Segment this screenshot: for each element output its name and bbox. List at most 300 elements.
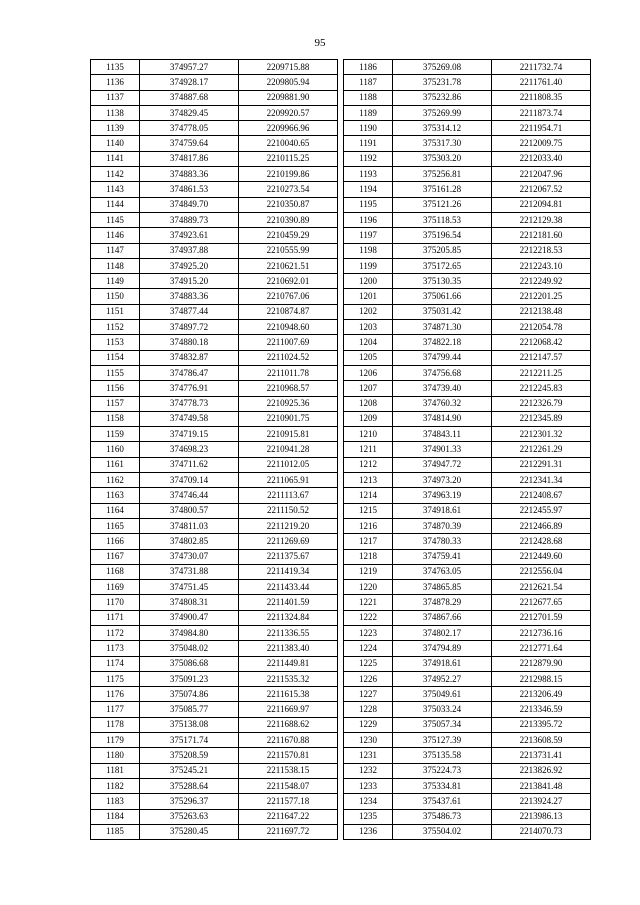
- y-coordinate-cell: 2211065.91: [239, 473, 338, 488]
- table-row: [91, 212, 338, 227]
- y-coordinate-cell: 2212988.15: [492, 671, 591, 686]
- point-number-cell: 1193: [344, 167, 393, 182]
- point-number-cell: 1140: [91, 136, 140, 151]
- coordinates-table-left: [90, 59, 338, 840]
- x-coordinate-cell: 374883.36: [140, 167, 239, 182]
- point-number-cell: 1197: [344, 228, 393, 243]
- x-coordinate-cell: 374871.30: [393, 320, 492, 335]
- x-coordinate-cell: 375057.34: [393, 717, 492, 732]
- y-coordinate-cell: 2212033.40: [492, 151, 591, 166]
- x-coordinate-cell: 375031.42: [393, 304, 492, 319]
- x-coordinate-cell: 374918.61: [393, 503, 492, 518]
- point-number-cell: 1176: [91, 687, 140, 702]
- point-number-cell: 1155: [91, 365, 140, 380]
- point-number-cell: 1191: [344, 136, 393, 151]
- point-number-cell: 1173: [91, 641, 140, 656]
- table-row: [91, 167, 338, 182]
- y-coordinate-cell: 2210941.28: [239, 442, 338, 457]
- point-number-cell: 1216: [344, 518, 393, 533]
- x-coordinate-cell: 375033.24: [393, 702, 492, 717]
- y-coordinate-cell: 2212345.89: [492, 411, 591, 426]
- table-row: [344, 350, 591, 365]
- table-row: [91, 580, 338, 595]
- x-coordinate-cell: 374915.20: [140, 274, 239, 289]
- y-coordinate-cell: 2213731.41: [492, 748, 591, 763]
- x-coordinate-cell: 375118.53: [393, 212, 492, 227]
- x-coordinate-cell: 374923.61: [140, 228, 239, 243]
- table-row: [344, 671, 591, 686]
- point-number-cell: 1233: [344, 778, 393, 793]
- x-coordinate-cell: 374900.47: [140, 610, 239, 625]
- x-coordinate-cell: 375085.77: [140, 702, 239, 717]
- table-row: [91, 350, 338, 365]
- y-coordinate-cell: 2211761.40: [492, 75, 591, 90]
- point-number-cell: 1210: [344, 427, 393, 442]
- point-number-cell: 1150: [91, 289, 140, 304]
- point-number-cell: 1183: [91, 794, 140, 809]
- table-row: [91, 60, 338, 75]
- y-coordinate-cell: 2209881.90: [239, 90, 338, 105]
- table-row: [91, 503, 338, 518]
- x-coordinate-cell: 375269.08: [393, 60, 492, 75]
- point-number-cell: 1135: [91, 60, 140, 75]
- x-coordinate-cell: 374780.33: [393, 534, 492, 549]
- x-coordinate-cell: 375138.08: [140, 717, 239, 732]
- y-coordinate-cell: 2211732.74: [492, 60, 591, 75]
- table-row: [91, 258, 338, 273]
- x-coordinate-cell: 375314.12: [393, 121, 492, 136]
- point-number-cell: 1213: [344, 473, 393, 488]
- table-row: [344, 212, 591, 227]
- y-coordinate-cell: 2213395.72: [492, 717, 591, 732]
- y-coordinate-cell: 2211150.52: [239, 503, 338, 518]
- y-coordinate-cell: 2211449.81: [239, 656, 338, 671]
- y-coordinate-cell: 2211647.22: [239, 809, 338, 824]
- x-coordinate-cell: 375121.26: [393, 197, 492, 212]
- table-row: [344, 197, 591, 212]
- point-number-cell: 1177: [91, 702, 140, 717]
- x-coordinate-cell: 375317.30: [393, 136, 492, 151]
- table-row: [91, 121, 338, 136]
- x-coordinate-cell: 374918.61: [393, 656, 492, 671]
- y-coordinate-cell: 2210040.65: [239, 136, 338, 151]
- y-coordinate-cell: 2211670.88: [239, 733, 338, 748]
- table-row: [344, 167, 591, 182]
- y-coordinate-cell: 2212201.25: [492, 289, 591, 304]
- y-coordinate-cell: 2211615.38: [239, 687, 338, 702]
- point-number-cell: 1198: [344, 243, 393, 258]
- point-number-cell: 1157: [91, 396, 140, 411]
- x-coordinate-cell: 374749.58: [140, 411, 239, 426]
- point-number-cell: 1212: [344, 457, 393, 472]
- table-row: [91, 794, 338, 809]
- x-coordinate-cell: 375086.68: [140, 656, 239, 671]
- table-row: [344, 824, 591, 839]
- point-number-cell: 1203: [344, 320, 393, 335]
- y-coordinate-cell: 2212449.60: [492, 549, 591, 564]
- y-coordinate-cell: 2210350.87: [239, 197, 338, 212]
- point-number-cell: 1235: [344, 809, 393, 824]
- table-row: [344, 151, 591, 166]
- x-coordinate-cell: 374849.70: [140, 197, 239, 212]
- point-number-cell: 1144: [91, 197, 140, 212]
- y-coordinate-cell: 2211011.78: [239, 365, 338, 380]
- table-row: [91, 136, 338, 151]
- point-number-cell: 1180: [91, 748, 140, 763]
- x-coordinate-cell: 374963.19: [393, 488, 492, 503]
- point-number-cell: 1151: [91, 304, 140, 319]
- table-row: [91, 595, 338, 610]
- x-coordinate-cell: 374883.36: [140, 289, 239, 304]
- table-row: [91, 90, 338, 105]
- table-body-right: [344, 60, 591, 840]
- table-row: [344, 411, 591, 426]
- x-coordinate-cell: 374711.62: [140, 457, 239, 472]
- x-coordinate-cell: 374973.20: [393, 473, 492, 488]
- table-row: [344, 488, 591, 503]
- x-coordinate-cell: 375231.78: [393, 75, 492, 90]
- table-row: [344, 90, 591, 105]
- x-coordinate-cell: 375130.35: [393, 274, 492, 289]
- table-row: [91, 228, 338, 243]
- point-number-cell: 1201: [344, 289, 393, 304]
- point-number-cell: 1200: [344, 274, 393, 289]
- x-coordinate-cell: 374739.40: [393, 381, 492, 396]
- y-coordinate-cell: 2212243.10: [492, 258, 591, 273]
- table-row: [344, 396, 591, 411]
- y-coordinate-cell: 2212408.67: [492, 488, 591, 503]
- y-coordinate-cell: 2210115.25: [239, 151, 338, 166]
- point-number-cell: 1230: [344, 733, 393, 748]
- y-coordinate-cell: 2211336.55: [239, 625, 338, 640]
- y-coordinate-cell: 2212428.68: [492, 534, 591, 549]
- point-number-cell: 1159: [91, 427, 140, 442]
- point-number-cell: 1185: [91, 824, 140, 839]
- table-row: [344, 105, 591, 120]
- y-coordinate-cell: 2211954.71: [492, 121, 591, 136]
- y-coordinate-cell: 2212291.31: [492, 457, 591, 472]
- point-number-cell: 1202: [344, 304, 393, 319]
- x-coordinate-cell: 374865.85: [393, 580, 492, 595]
- point-number-cell: 1192: [344, 151, 393, 166]
- table-row: [91, 274, 338, 289]
- point-number-cell: 1234: [344, 794, 393, 809]
- point-number-cell: 1221: [344, 595, 393, 610]
- point-number-cell: 1199: [344, 258, 393, 273]
- point-number-cell: 1172: [91, 625, 140, 640]
- point-number-cell: 1219: [344, 564, 393, 579]
- point-number-cell: 1175: [91, 671, 140, 686]
- y-coordinate-cell: 2211375.67: [239, 549, 338, 564]
- table-row: [344, 442, 591, 457]
- table-row: [344, 121, 591, 136]
- point-number-cell: 1174: [91, 656, 140, 671]
- y-coordinate-cell: 2211113.67: [239, 488, 338, 503]
- x-coordinate-cell: 374867.66: [393, 610, 492, 625]
- y-coordinate-cell: 2211669.97: [239, 702, 338, 717]
- table-row: [91, 151, 338, 166]
- table-row: [344, 595, 591, 610]
- x-coordinate-cell: 374778.73: [140, 396, 239, 411]
- point-number-cell: 1181: [91, 763, 140, 778]
- table-row: [344, 702, 591, 717]
- point-number-cell: 1166: [91, 534, 140, 549]
- y-coordinate-cell: 2211688.62: [239, 717, 338, 732]
- point-number-cell: 1227: [344, 687, 393, 702]
- y-coordinate-cell: 2212261.29: [492, 442, 591, 457]
- point-number-cell: 1162: [91, 473, 140, 488]
- x-coordinate-cell: 374901.33: [393, 442, 492, 457]
- x-coordinate-cell: 375504.02: [393, 824, 492, 839]
- point-number-cell: 1204: [344, 335, 393, 350]
- point-number-cell: 1232: [344, 763, 393, 778]
- table-row: [91, 304, 338, 319]
- x-coordinate-cell: 375224.73: [393, 763, 492, 778]
- x-coordinate-cell: 374746.44: [140, 488, 239, 503]
- x-coordinate-cell: 374843.11: [393, 427, 492, 442]
- x-coordinate-cell: 374947.72: [393, 457, 492, 472]
- point-number-cell: 1195: [344, 197, 393, 212]
- table-row: [91, 488, 338, 503]
- y-coordinate-cell: 2211024.52: [239, 350, 338, 365]
- y-coordinate-cell: 2212094.81: [492, 197, 591, 212]
- table-row: [344, 258, 591, 273]
- table-row: [91, 411, 338, 426]
- table-row: [91, 763, 338, 778]
- point-number-cell: 1187: [344, 75, 393, 90]
- point-number-cell: 1231: [344, 748, 393, 763]
- y-coordinate-cell: 2212249.92: [492, 274, 591, 289]
- y-coordinate-cell: 2211219.20: [239, 518, 338, 533]
- x-coordinate-cell: 374794.89: [393, 641, 492, 656]
- point-number-cell: 1194: [344, 182, 393, 197]
- x-coordinate-cell: 374889.73: [140, 212, 239, 227]
- y-coordinate-cell: 2212771.64: [492, 641, 591, 656]
- table-row: [91, 197, 338, 212]
- x-coordinate-cell: 374763.05: [393, 564, 492, 579]
- point-number-cell: 1222: [344, 610, 393, 625]
- point-number-cell: 1146: [91, 228, 140, 243]
- y-coordinate-cell: 2211570.81: [239, 748, 338, 763]
- x-coordinate-cell: 374814.90: [393, 411, 492, 426]
- y-coordinate-cell: 2211433.44: [239, 580, 338, 595]
- y-coordinate-cell: 2211419.34: [239, 564, 338, 579]
- table-row: [344, 809, 591, 824]
- x-coordinate-cell: 374928.17: [140, 75, 239, 90]
- point-number-cell: 1207: [344, 381, 393, 396]
- x-coordinate-cell: 375196.54: [393, 228, 492, 243]
- x-coordinate-cell: 374887.68: [140, 90, 239, 105]
- x-coordinate-cell: 375127.39: [393, 733, 492, 748]
- x-coordinate-cell: 374984.80: [140, 625, 239, 640]
- y-coordinate-cell: 2212138.48: [492, 304, 591, 319]
- point-number-cell: 1225: [344, 656, 393, 671]
- table-row: [344, 564, 591, 579]
- table-row: [344, 136, 591, 151]
- x-coordinate-cell: 375334.81: [393, 778, 492, 793]
- y-coordinate-cell: 2211535.32: [239, 671, 338, 686]
- y-coordinate-cell: 2209715.88: [239, 60, 338, 75]
- table-row: [344, 274, 591, 289]
- table-row: [91, 656, 338, 671]
- table-row: [344, 625, 591, 640]
- y-coordinate-cell: 2212879.90: [492, 656, 591, 671]
- y-coordinate-cell: 2212556.04: [492, 564, 591, 579]
- point-number-cell: 1158: [91, 411, 140, 426]
- x-coordinate-cell: 374878.29: [393, 595, 492, 610]
- x-coordinate-cell: 374832.87: [140, 350, 239, 365]
- point-number-cell: 1170: [91, 595, 140, 610]
- point-number-cell: 1148: [91, 258, 140, 273]
- x-coordinate-cell: 374799.44: [393, 350, 492, 365]
- y-coordinate-cell: 2212466.89: [492, 518, 591, 533]
- table-row: [344, 60, 591, 75]
- x-coordinate-cell: 374817.86: [140, 151, 239, 166]
- point-number-cell: 1208: [344, 396, 393, 411]
- table-row: [344, 733, 591, 748]
- table-row: [91, 717, 338, 732]
- x-coordinate-cell: 375288.64: [140, 778, 239, 793]
- x-coordinate-cell: 374730.07: [140, 549, 239, 564]
- table-row: [91, 442, 338, 457]
- point-number-cell: 1209: [344, 411, 393, 426]
- table-row: [344, 580, 591, 595]
- y-coordinate-cell: 2211012.05: [239, 457, 338, 472]
- y-coordinate-cell: 2212067.52: [492, 182, 591, 197]
- point-number-cell: 1182: [91, 778, 140, 793]
- y-coordinate-cell: 2212245.83: [492, 381, 591, 396]
- table-row: [91, 671, 338, 686]
- point-number-cell: 1168: [91, 564, 140, 579]
- point-number-cell: 1169: [91, 580, 140, 595]
- point-number-cell: 1211: [344, 442, 393, 457]
- table-row: [91, 335, 338, 350]
- y-coordinate-cell: 2212701.59: [492, 610, 591, 625]
- table-row: [344, 289, 591, 304]
- y-coordinate-cell: 2212736.16: [492, 625, 591, 640]
- table-row: [91, 625, 338, 640]
- table-row: [344, 304, 591, 319]
- table-row: [344, 335, 591, 350]
- point-number-cell: 1229: [344, 717, 393, 732]
- point-number-cell: 1138: [91, 105, 140, 120]
- table-row: [344, 503, 591, 518]
- x-coordinate-cell: 375061.66: [393, 289, 492, 304]
- y-coordinate-cell: 2210273.54: [239, 182, 338, 197]
- table-row: [91, 564, 338, 579]
- x-coordinate-cell: 375171.74: [140, 733, 239, 748]
- x-coordinate-cell: 374957.27: [140, 60, 239, 75]
- point-number-cell: 1142: [91, 167, 140, 182]
- point-number-cell: 1215: [344, 503, 393, 518]
- point-number-cell: 1161: [91, 457, 140, 472]
- x-coordinate-cell: 375280.45: [140, 824, 239, 839]
- table-row: [344, 794, 591, 809]
- y-coordinate-cell: 2210948.60: [239, 320, 338, 335]
- y-coordinate-cell: 2211324.84: [239, 610, 338, 625]
- x-coordinate-cell: 374861.53: [140, 182, 239, 197]
- point-number-cell: 1145: [91, 212, 140, 227]
- y-coordinate-cell: 2211401.59: [239, 595, 338, 610]
- x-coordinate-cell: 374897.72: [140, 320, 239, 335]
- table-row: [344, 381, 591, 396]
- x-coordinate-cell: 375303.20: [393, 151, 492, 166]
- table-row: [91, 182, 338, 197]
- point-number-cell: 1186: [344, 60, 393, 75]
- y-coordinate-cell: 2212677.65: [492, 595, 591, 610]
- y-coordinate-cell: 2211873.74: [492, 105, 591, 120]
- y-coordinate-cell: 2210621.51: [239, 258, 338, 273]
- table-row: [344, 778, 591, 793]
- x-coordinate-cell: 374802.17: [393, 625, 492, 640]
- y-coordinate-cell: 2211697.72: [239, 824, 338, 839]
- x-coordinate-cell: 374719.15: [140, 427, 239, 442]
- x-coordinate-cell: 375074.86: [140, 687, 239, 702]
- table-row: [91, 75, 338, 90]
- table-row: [344, 717, 591, 732]
- table-row: [91, 289, 338, 304]
- x-coordinate-cell: 374829.45: [140, 105, 239, 120]
- y-coordinate-cell: 2210767.06: [239, 289, 338, 304]
- point-number-cell: 1206: [344, 365, 393, 380]
- y-coordinate-cell: 2210692.01: [239, 274, 338, 289]
- x-coordinate-cell: 374877.44: [140, 304, 239, 319]
- table-row: [91, 809, 338, 824]
- x-coordinate-cell: 375269.99: [393, 105, 492, 120]
- point-number-cell: 1228: [344, 702, 393, 717]
- y-coordinate-cell: 2213206.49: [492, 687, 591, 702]
- point-number-cell: 1179: [91, 733, 140, 748]
- x-coordinate-cell: 374756.68: [393, 365, 492, 380]
- table-body-left: [91, 60, 338, 840]
- table-row: [91, 534, 338, 549]
- table-row: [344, 641, 591, 656]
- y-coordinate-cell: 2212218.53: [492, 243, 591, 258]
- table-row: [344, 534, 591, 549]
- y-coordinate-cell: 2213608.59: [492, 733, 591, 748]
- table-row: [91, 473, 338, 488]
- y-coordinate-cell: 2209920.57: [239, 105, 338, 120]
- y-coordinate-cell: 2210915.81: [239, 427, 338, 442]
- x-coordinate-cell: 374937.88: [140, 243, 239, 258]
- x-coordinate-cell: 374759.41: [393, 549, 492, 564]
- point-number-cell: 1156: [91, 381, 140, 396]
- point-number-cell: 1196: [344, 212, 393, 227]
- y-coordinate-cell: 2212009.75: [492, 136, 591, 151]
- point-number-cell: 1205: [344, 350, 393, 365]
- x-coordinate-cell: 375232.86: [393, 90, 492, 105]
- table-row: [344, 228, 591, 243]
- x-coordinate-cell: 374786.47: [140, 365, 239, 380]
- y-coordinate-cell: 2210390.89: [239, 212, 338, 227]
- table-row: [344, 320, 591, 335]
- y-coordinate-cell: 2214070.73: [492, 824, 591, 839]
- table-row: [344, 549, 591, 564]
- y-coordinate-cell: 2210925.36: [239, 396, 338, 411]
- point-number-cell: 1164: [91, 503, 140, 518]
- table-row: [344, 182, 591, 197]
- table-row: [344, 427, 591, 442]
- y-coordinate-cell: 2211383.40: [239, 641, 338, 656]
- y-coordinate-cell: 2210459.29: [239, 228, 338, 243]
- y-coordinate-cell: 2213826.92: [492, 763, 591, 778]
- x-coordinate-cell: 374759.64: [140, 136, 239, 151]
- y-coordinate-cell: 2212211.25: [492, 365, 591, 380]
- point-number-cell: 1224: [344, 641, 393, 656]
- point-number-cell: 1171: [91, 610, 140, 625]
- table-row: [91, 427, 338, 442]
- x-coordinate-cell: 375091.23: [140, 671, 239, 686]
